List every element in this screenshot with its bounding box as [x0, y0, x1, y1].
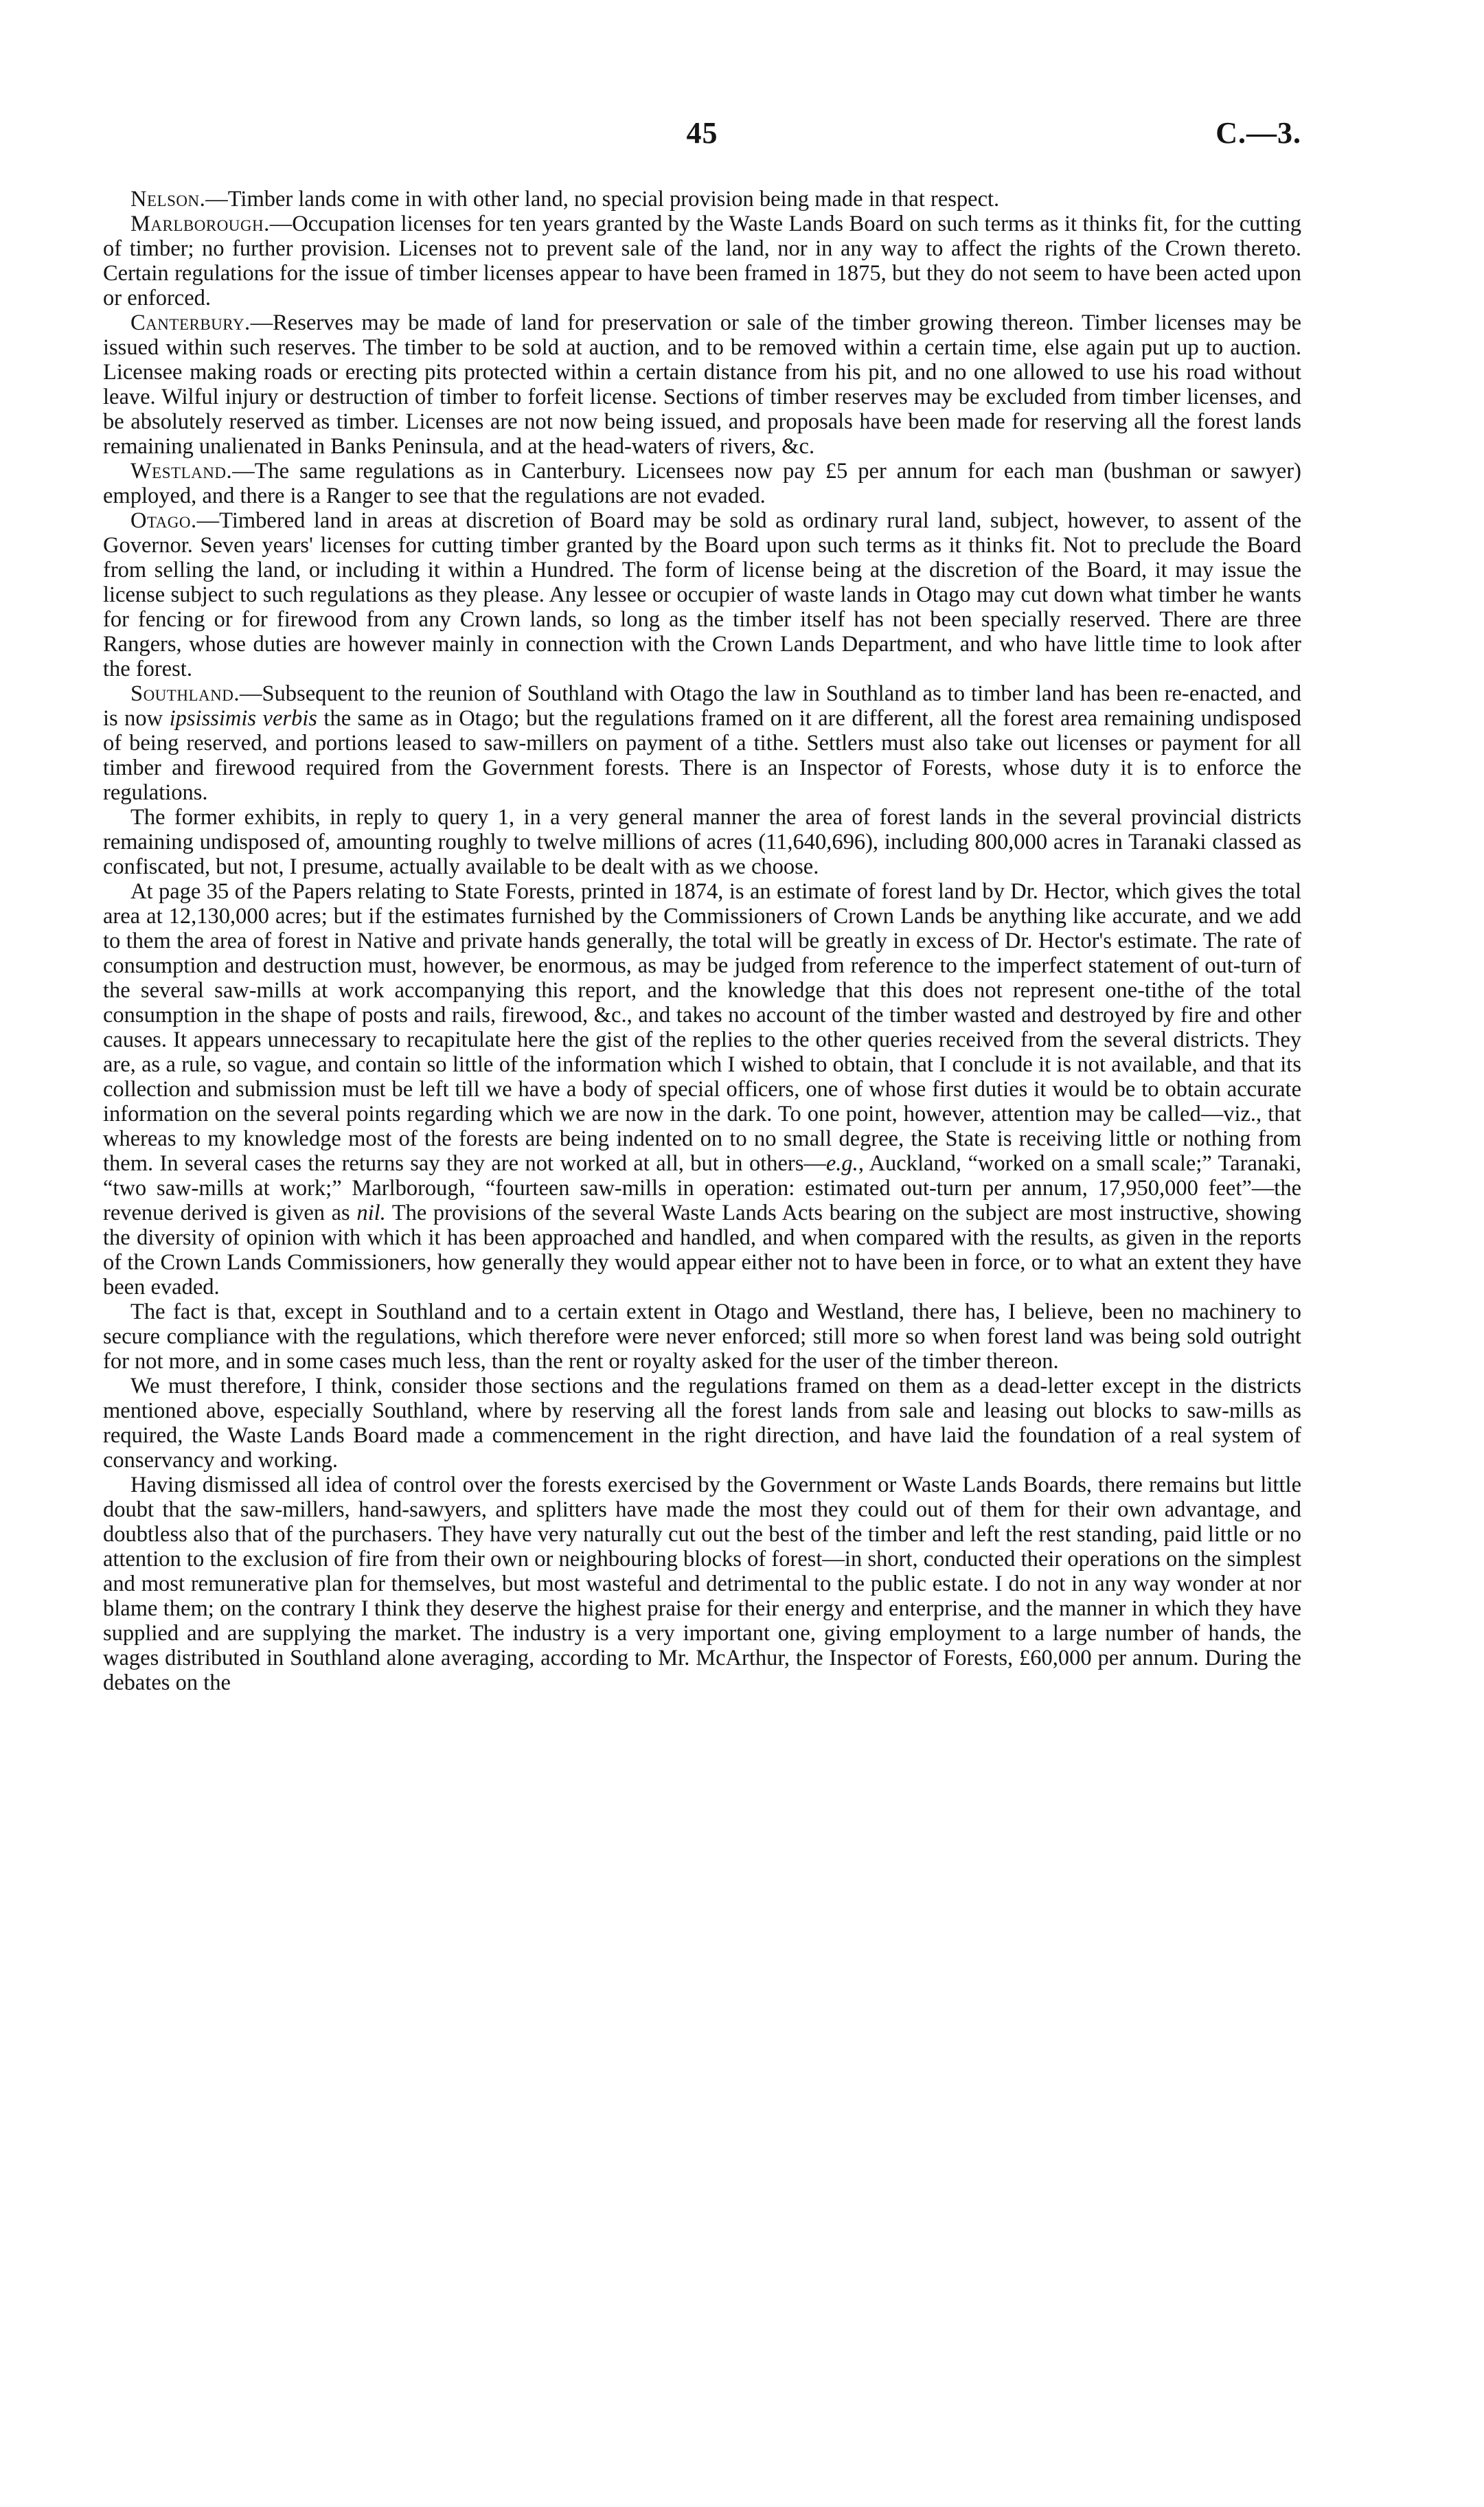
paragraph-text: We must therefore, I think, consider those sections and the regulations framed on them as a dead-letter except in the districts mentioned above, especially Southland, where by reserving all the forest lands from sale and leasing out blocks to saw-mills as required, the Waste Lands Board made a commencement in the right direction, and have laid the foundation of a real system of conservancy and working.: [103, 1374, 1301, 1473]
paragraph-text: Having dismissed all idea of control over the forests exercised by the Government or Waste Lands Boards, there remains but little doubt that the saw-millers, hand-sawyers, and splitters have made the most they could out of them for their own advantage, and doubtless also that of the purchasers. They have very naturally cut out the best of the timber and left the rest standing, paid little or no attention to the exclusion of fire from their own or neighbouring blocks of forest—in short, conducted their operations on the simplest and most remunerative plan for themselves, but most wasteful and detrimental to the public estate. I do not in any way wonder at nor blame them; on the contrary I think they deserve the highest praise for their energy and enterprise, and the manner in which they have supplied and are supplying the market. The industry is a very important one, giving employment to a large number of hands, the wages distributed in Southland alone averaging, according to Mr. McArthur, the Inspector of Forests, £60,000 per annum. During the debates on the: [103, 1473, 1301, 1695]
page-number: 45: [686, 116, 718, 150]
paragraph-otago: [103, 508, 1301, 681]
paragraph-the-fact: [103, 1300, 1301, 1374]
paragraph-text: —Subsequent to the reunion of Southland with Otago the law in Southland as to timber land has been re-enacted, and is now: [103, 681, 1301, 731]
paragraph-dead-letter: [103, 1374, 1301, 1473]
paragraph-text: —Reserves may be made of land for preservation or sale of the timber growing thereon. Timber licenses may be issued within such reserves. The timber to be sold at auction, and to be removed within a certain time, else again put up to auction. Licensee making roads or erecting pits protected within a certain distance from his pit, and no one allowed to use his road without leave. Wilful injury or destruction of timber to forfeit license. Sections of timber reserves may be excluded from timber licenses, and be absolutely reserved as timber. Licenses are not now being issued, and proposals have been made for reserving all the forest lands remaining unalienated in Banks Peninsula, and at the head-waters of rivers, &c.: [103, 310, 1301, 459]
body-text: [103, 187, 1301, 1695]
paragraph-hector-estimate: [103, 879, 1301, 1300]
paragraph-saw-millers: [103, 1473, 1301, 1695]
italic-abbreviation: e.g.: [825, 1151, 858, 1176]
section-heading-otago: Otago.: [130, 508, 197, 533]
paragraph-southland: [103, 681, 1301, 805]
paragraph-former-exhibits: [103, 805, 1301, 879]
paragraph-text: The provisions of the several Waste Lands Acts bearing on the subject are most instructive, showing the diversity of opinion with which it has been approached and handled, and when compared with the results, as given in the reports of the Crown Lands Commissioners, how generally they would appear either not to have been in force, or to what an extent they have been evaded.: [103, 1201, 1301, 1300]
document-reference: C.—3.: [1215, 116, 1301, 150]
page-header: [103, 115, 1301, 157]
paragraph-marlborough: [103, 212, 1301, 310]
italic-word: nil.: [356, 1201, 386, 1225]
paragraph-text: —Timber lands come in with other land, no special provision being made in that respect.: [205, 187, 1000, 212]
paragraph-text: At page 35 of the Papers relating to State Forests, printed in 1874, is an estimate of forest land by Dr. Hector, which gives the total area at 12,130,000 acres; but if the estimates furnished by the Commissioners of Crown Lands be anything like accurate, and we add to them the area of forest in Native and private hands generally, the total will be greatly in excess of Dr. Hector's estimate. The rate of consumption and destruction must, however, be enormous, as may be judged from reference to the imperfect statement of out-turn of the several saw-mills at work accompanying this report, and the knowledge that this does not represent one-tithe of the total consumption in the shape of posts and rails, firewood, &c., and takes no account of the timber wasted and destroyed by fire and other causes. It appears unnecessary to recapitulate here the gist of the replies to the other queries received from the several districts. They are, as a rule, so vague, and contain so little of the information which I wished to obtain, that I conclude it is not available, and that its collection and submission must be left till we have a body of special officers, one of whose first duties it would be to obtain accurate information on the several points regarding which we are now in the dark. To one point, however, attention may be called—viz., that whereas to my knowledge most of the forests are being indented on to no small degree, the State is receiving little or nothing from them. In several cases the returns say they are not worked at all, but in others—: [103, 879, 1301, 1176]
paragraph-text: —Occupation licenses for ten years granted by the Waste Lands Board on such terms as it thinks fit, for the cutting of timber; no further provision. Licenses not to prevent sale of the land, nor in any way to affect the rights of the Crown thereto. Certain regulations for the issue of timber licenses appear to have been framed in 1875, but they do not seem to have been acted upon or enforced.: [103, 212, 1301, 310]
paragraph-text: The former exhibits, in reply to query 1, in a very general manner the area of forest lands in the several provincial districts remaining undisposed of, amounting roughly to twelve millions of acres (11,640,696), including 800,000 acres in Taranaki classed as confiscated, but not, I presume, actually available to be dealt with as we choose.: [103, 805, 1301, 879]
paragraph-nelson: [103, 187, 1301, 212]
paragraph-text: , Auckland, “worked on a small scale;” Taranaki, “two saw-mills at work;” Marlborough, “fourteen saw-mills in operation: estimated out-turn per annum, 17,950,000 feet”—the revenue derived is given as: [103, 1151, 1301, 1225]
paragraph-text: —The same regulations as in Canterbury. Licensees now pay £5 per annum for each man (bushman or sawyer) employed, and there is a Ranger to see that the regulations are not evaded.: [103, 459, 1301, 508]
section-heading-southland: Southland.: [130, 681, 240, 706]
paragraph-text: the same as in Otago; but the regulations framed on it are different, all the forest area remaining undisposed of being reserved, and portions leased to saw-millers on payment of a tithe. Settlers must also take out licenses or payment for all timber and firewood required from the Government forests. There is an Inspector of Forests, whose duty it is to enforce the regulations.: [103, 706, 1301, 805]
paragraph-canterbury: [103, 310, 1301, 459]
section-heading-westland: Westland.: [130, 459, 233, 484]
section-heading-marlborough: Marlborough.: [130, 212, 270, 236]
section-heading-nelson: Nelson.: [130, 187, 206, 212]
paragraph-westland: [103, 459, 1301, 508]
paragraph-text: The fact is that, except in Southland and to a certain extent in Otago and Westland, there has, I believe, been no machinery to secure compliance with the regulations, which therefore were never enforced; still more so when forest land was being sold outright for not more, and in some cases much less, than the rent or royalty asked for the user of the timber thereon.: [103, 1300, 1301, 1374]
section-heading-canterbury: Canterbury.: [130, 310, 251, 335]
paragraph-text: —Timbered land in areas at discretion of Board may be sold as ordinary rural land, subject, however, to assent of the Governor. Seven years' licenses for cutting timber granted by the Board upon such terms as it thinks fit. Not to preclude the Board from selling the land, or including it within a Hundred. The form of license being at the discretion of the Board, it may issue the license subject to such regulations as they please. Any lessee or occupier of waste lands in Otago may cut down what timber he wants for fencing or for firewood from any Crown lands, so long as the timber itself has not been specially reserved. There are three Rangers, whose duties are however mainly in connection with the Crown Lands Department, and who have little time to look after the forest.: [103, 508, 1301, 681]
latin-phrase: ipsissimis verbis: [169, 706, 317, 731]
